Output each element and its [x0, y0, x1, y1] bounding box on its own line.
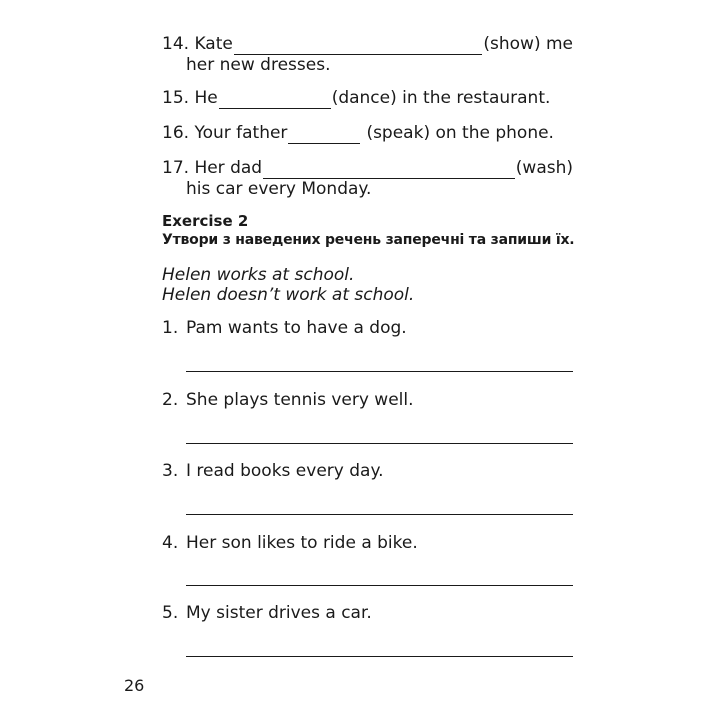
example-answer: Helen doesn’t work at school. — [162, 285, 415, 305]
answer-line-5[interactable] — [186, 656, 573, 657]
answer-line-2[interactable] — [186, 443, 573, 444]
fill-item-14-start: 14. Kate — [162, 34, 233, 54]
exercise-item-3 — [162, 461, 383, 482]
item-number: 3. — [162, 461, 179, 481]
item-text: Her son likes to ride a bike. — [186, 533, 418, 553]
answer-line-4[interactable] — [186, 585, 573, 586]
item-text: Pam wants to have a dog. — [186, 318, 407, 338]
example-sentence: Helen works at school. — [162, 265, 355, 285]
answer-blank[interactable] — [263, 162, 515, 179]
fill-item-16-verb: (speak) on the phone. — [366, 123, 554, 143]
fill-item-16-start: 16. Your father — [162, 123, 288, 143]
exercise-instruction: Утвори з наведених речень заперечні та запиши їх. — [162, 232, 575, 248]
answer-blank[interactable] — [234, 38, 483, 55]
fill-item-15-start: 15. He — [162, 88, 218, 108]
exercise-title: Exercise 2 — [162, 212, 249, 230]
exercise-item-2 — [162, 390, 414, 411]
item-text: My sister drives a car. — [186, 603, 372, 623]
fill-item-17-verb: (wash) — [515, 158, 573, 178]
answer-blank[interactable] — [288, 127, 360, 144]
fill-item-14 — [162, 34, 573, 76]
item-number: 5. — [162, 603, 179, 623]
answer-blank[interactable] — [219, 92, 331, 109]
exercise-item-5 — [162, 603, 372, 624]
fill-item-17-continuation: his car every Monday. — [186, 179, 372, 199]
answer-line-1[interactable] — [186, 371, 573, 372]
exercise-item-4 — [162, 533, 418, 554]
item-number: 1. — [162, 318, 179, 338]
answer-line-3[interactable] — [186, 514, 573, 515]
fill-item-15 — [162, 88, 573, 109]
fill-item-17 — [162, 158, 573, 200]
fill-item-15-verb: (dance) in the restaurant. — [331, 88, 551, 108]
item-text: I read books every day. — [186, 461, 384, 481]
item-number: 4. — [162, 533, 179, 553]
fill-item-17-start: 17. Her dad — [162, 158, 263, 178]
item-number: 2. — [162, 390, 179, 410]
fill-item-14-verb: (show) me — [483, 34, 573, 54]
fill-item-16 — [162, 123, 573, 144]
exercise-item-1 — [162, 318, 407, 339]
item-text: She plays tennis very well. — [186, 390, 414, 410]
fill-item-14-continuation: her new dresses. — [186, 55, 331, 75]
page-number: 26 — [124, 676, 145, 695]
